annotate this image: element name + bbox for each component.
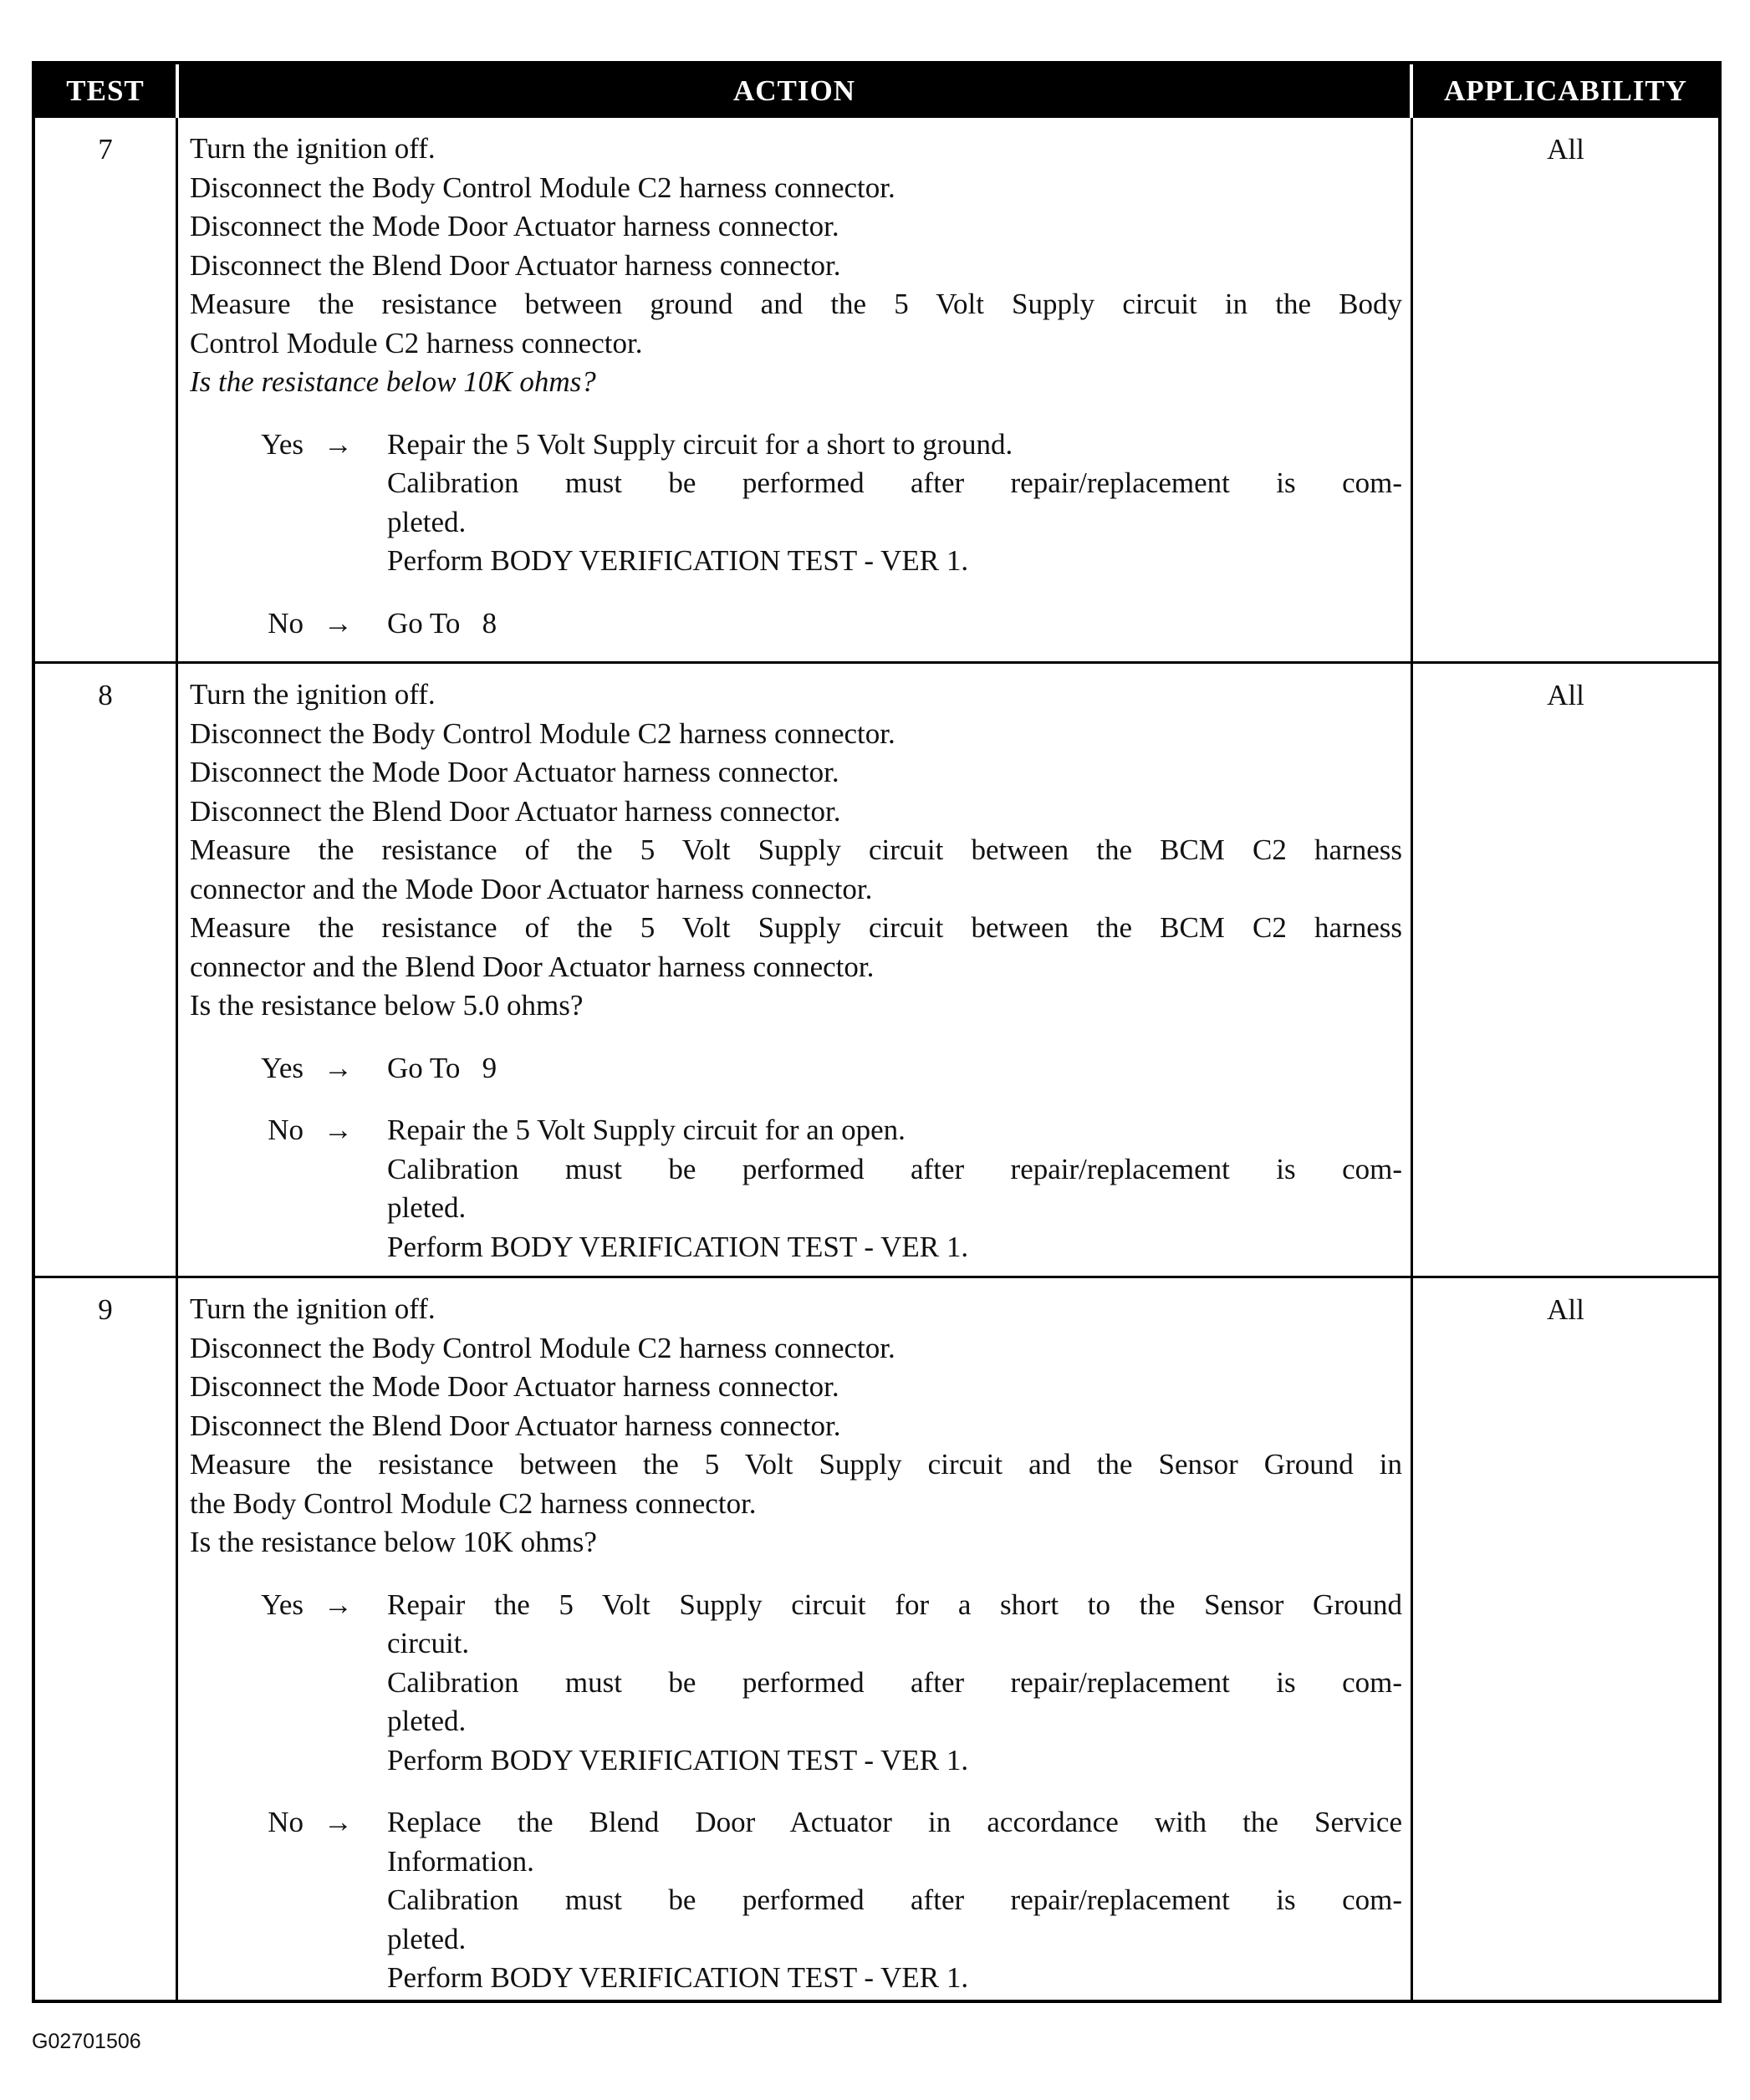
- step-text: connector and the Mode Door Actuator harness connector.: [190, 872, 873, 905]
- no-result-line: Repair the 5 Volt Supply circuit for an open.: [387, 1114, 906, 1146]
- no-option: [190, 604, 1402, 644]
- arrow-right-icon: →: [324, 1588, 353, 1621]
- test-number: 7: [98, 133, 113, 166]
- figure-code: G02701506: [32, 2030, 141, 2053]
- question-text: Is the resistance below 10K ohms?: [190, 1526, 597, 1558]
- no-option: [190, 1803, 1402, 1998]
- no-result-line: Perform BODY VERIFICATION TEST - VER 1.: [387, 1961, 969, 1994]
- step-text: Disconnect the Blend Door Actuator harness connector.: [190, 1409, 841, 1442]
- step-text: Disconnect the Mode Door Actuator harness connector.: [190, 1370, 839, 1403]
- yes-label: Yes: [261, 1588, 304, 1621]
- header-applicability: APPLICABILITY: [1413, 64, 1718, 118]
- question-text: Is the resistance below 5.0 ohms?: [190, 989, 584, 1022]
- test-number: 9: [35, 1276, 176, 2000]
- yes-result-line: Repair the 5 Volt Supply circuit for a short to the Sensor Ground: [387, 1588, 1402, 1621]
- step-text: Measure the resistance of the 5 Volt Supply circuit between the BCM C2 harness: [190, 911, 1402, 944]
- action-cell: [176, 1276, 1413, 2000]
- step-text: Turn the ignition off.: [190, 678, 436, 711]
- header-action: ACTION: [176, 64, 1413, 118]
- yes-result-line: Calibration must be performed after repair/replacement is com-: [387, 1665, 1402, 1699]
- step-text: Disconnect the Blend Door Actuator harness connector.: [190, 248, 841, 282]
- step-text: Disconnect the Mode Door Actuator harness connector.: [190, 210, 839, 242]
- yes-result-line: Calibration must be performed after repair/replacement is com-: [387, 466, 1402, 499]
- action-cell: [176, 661, 1413, 1276]
- step-text: Measure the resistance of the 5 Volt Supply circuit between the BCM C2 harness: [190, 833, 1402, 866]
- yes-result-line: pleted.: [387, 1705, 467, 1737]
- arrow-right-icon: →: [324, 1806, 353, 1838]
- no-label: No: [268, 1806, 304, 1838]
- no-result-line: pleted.: [387, 1922, 467, 1955]
- diagnostic-test-table: [32, 61, 1722, 2003]
- test-number: 8: [35, 661, 176, 1276]
- yes-result-line: Perform BODY VERIFICATION TEST - VER 1.: [387, 544, 969, 577]
- no-result-line: pleted.: [387, 1191, 467, 1224]
- no-result-line: Information.: [387, 1844, 534, 1878]
- step-text: Disconnect the Body Control Module C2 harness connector.: [190, 1331, 895, 1364]
- applicability-value: All: [1413, 1276, 1718, 2000]
- no-label: No: [268, 606, 304, 640]
- step-text: Measure the resistance between the 5 Volt Supply circuit and the Sensor Ground in: [190, 1448, 1402, 1481]
- step-text: the Body Control Module C2 harness connector.: [190, 1486, 757, 1520]
- yes-option: [190, 1586, 1402, 1781]
- yes-result-line: Repair the 5 Volt Supply circuit for a short to ground.: [387, 427, 1013, 461]
- yes-option: [190, 1049, 1402, 1088]
- step-text: Control Module C2 harness connector.: [190, 326, 643, 359]
- no-label: No: [268, 1114, 304, 1146]
- no-result-line: Replace the Blend Door Actuator in accordance with the Service: [387, 1806, 1402, 1838]
- applicability-value: All: [1413, 661, 1718, 1276]
- yes-result-line: Go To 9: [387, 1051, 497, 1084]
- no-result-line: Calibration must be performed after repair/replacement is com-: [387, 1152, 1402, 1185]
- step-text: connector and the Blend Door Actuator harness connector.: [190, 950, 875, 983]
- arrow-right-icon: →: [324, 1051, 353, 1084]
- yes-result-line: Perform BODY VERIFICATION TEST - VER 1.: [387, 1743, 969, 1776]
- yes-option: [190, 426, 1402, 581]
- yes-label: Yes: [261, 1051, 304, 1084]
- yes-result-line: pleted.: [387, 505, 467, 538]
- step-text: Disconnect the Mode Door Actuator harness connector.: [190, 756, 839, 788]
- step-text: Turn the ignition off.: [190, 1292, 436, 1325]
- step-text: Disconnect the Body Control Module C2 harness connector.: [190, 716, 895, 750]
- yes-result-line: circuit.: [387, 1627, 470, 1659]
- header-test: TEST: [35, 64, 176, 118]
- no-result-line: Go To 8: [387, 606, 497, 640]
- arrow-right-icon: →: [324, 427, 353, 461]
- yes-label: Yes: [261, 427, 304, 461]
- step-text: Disconnect the Blend Door Actuator harness connector.: [190, 794, 841, 828]
- no-result-line: Perform BODY VERIFICATION TEST - VER 1.: [387, 1230, 969, 1263]
- step-text: Measure the resistance between ground and the 5 Volt Supply circuit in the Body: [190, 288, 1402, 320]
- no-result-line: Calibration must be performed after repair/replacement is com-: [387, 1883, 1402, 1916]
- applicability-value: All: [1547, 133, 1584, 166]
- step-text: Turn the ignition off.: [190, 132, 436, 165]
- action-cell: [176, 118, 1413, 661]
- no-option: [190, 1111, 1402, 1267]
- step-text: Disconnect the Body Control Module C2 harness connector.: [190, 171, 895, 204]
- arrow-right-icon: →: [324, 606, 353, 640]
- arrow-right-icon: →: [324, 1114, 353, 1146]
- question-text: Is the resistance below 10K ohms?: [190, 365, 596, 398]
